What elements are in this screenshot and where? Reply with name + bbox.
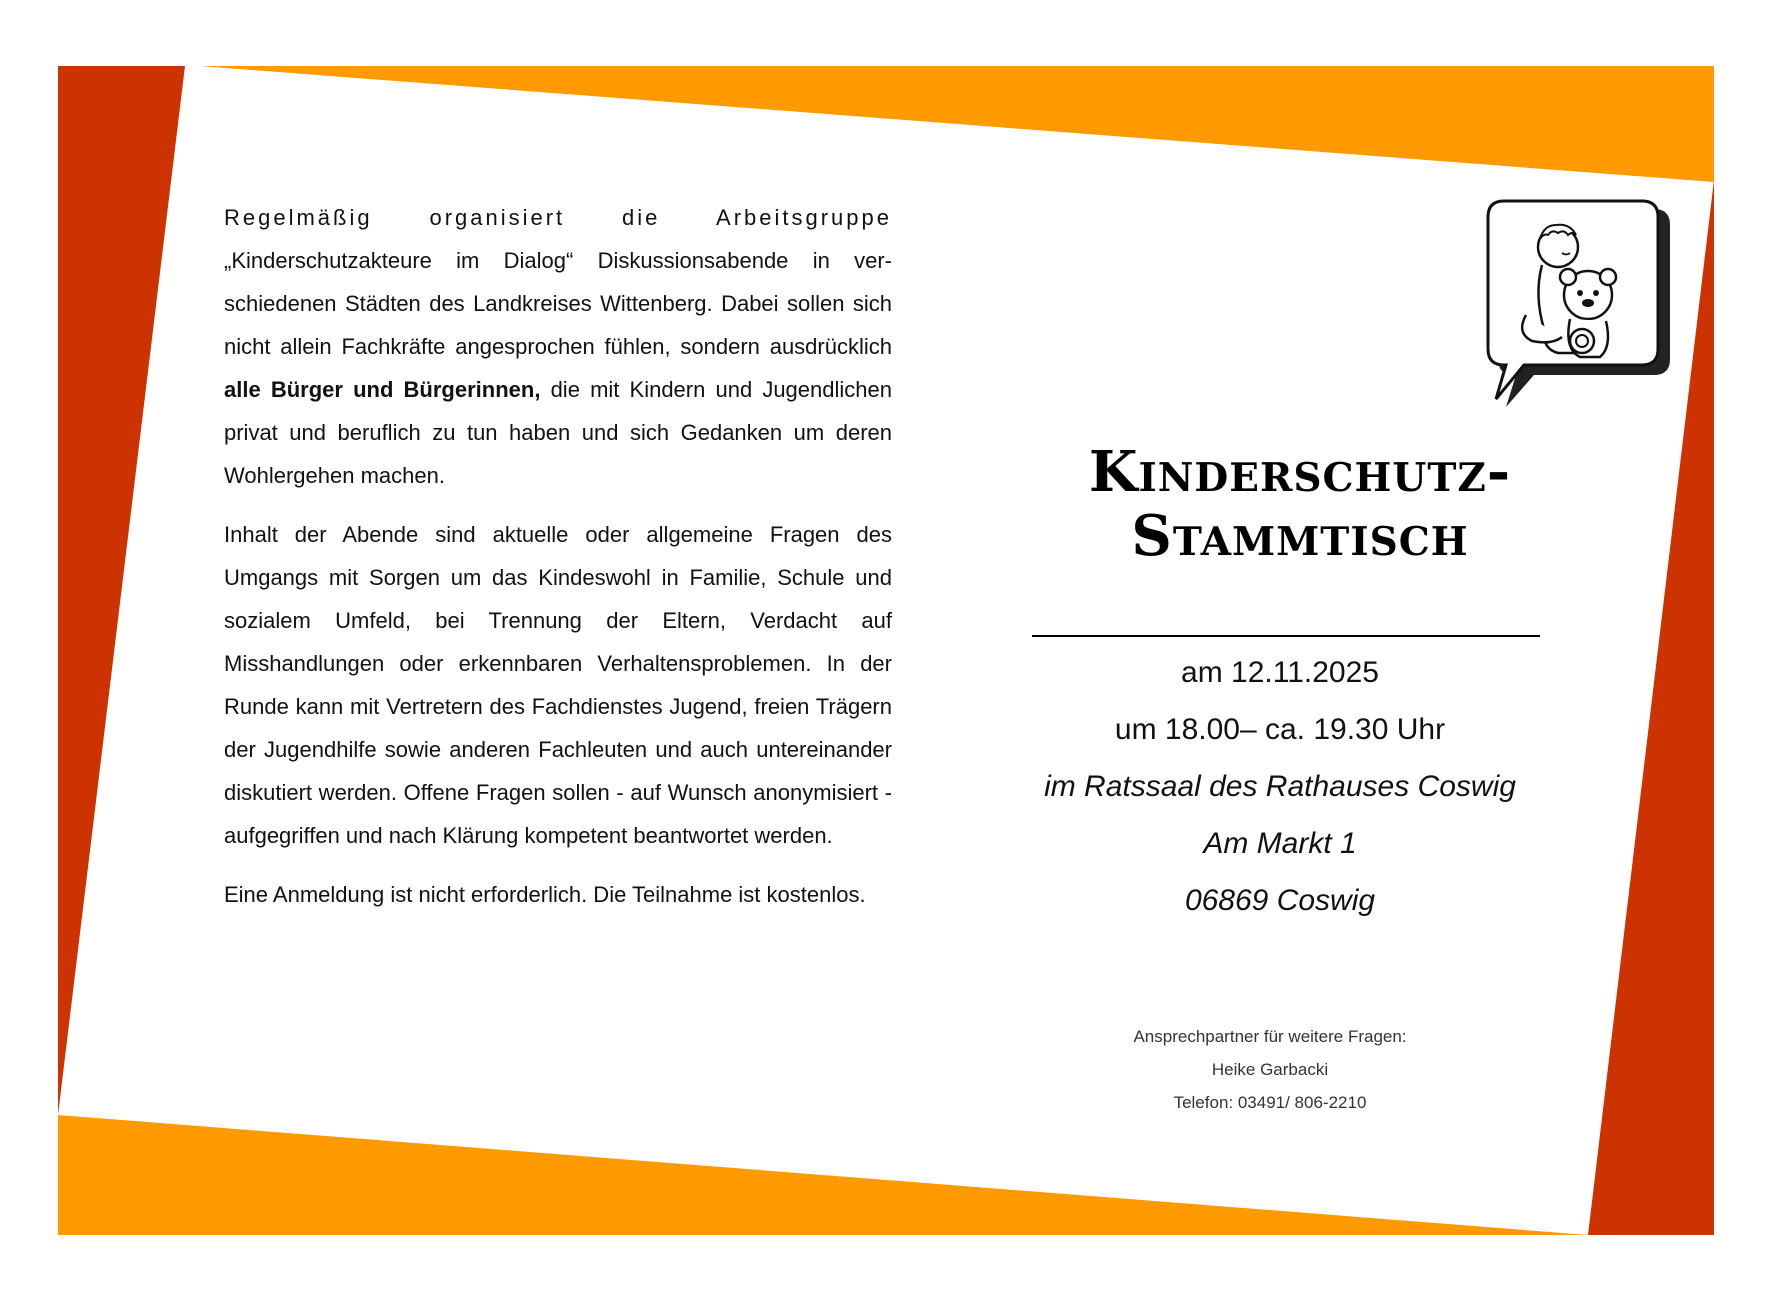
title-divider — [1032, 635, 1540, 637]
event-details — [1000, 644, 1560, 929]
event-city: 06869 Coswig — [1184, 884, 1376, 917]
event-title — [1020, 440, 1580, 568]
event-time: um 18.00– ca. 19.30 Uhr — [1114, 713, 1446, 746]
title-line-2: Stammtisch — [1131, 503, 1469, 569]
intro-paragraph-1-part-b: die mit Kindern und Jugendlichen privat und beruflich zu tun haben und sich Gedanken um deren Wohlergehen machen. — [224, 377, 892, 488]
event-place: im Ratssaal des Rathauses Coswig — [1044, 770, 1516, 803]
intro-highlight: alle Bürger und Bürgerinnen, — [224, 377, 541, 402]
child-with-teddy-speech-bubble-icon — [1480, 195, 1670, 410]
event-date: am 12.11.2025 — [1181, 656, 1379, 689]
intro-paragraph-2: Inhalt der Abende sind aktuelle oder allgemeine Fragen des Umgangs mit Sorgen um das Kindeswohl in Familie, Schule und sozialem Umfeld, bei Trennung der Eltern, Verdacht auf Misshandlungen oder erkennbaren Verhaltensproblemen. In der Runde kann mit Vertretern des Fachdienstes Jugend, freien Trägern der Jugendhilfe sowie anderen Fachleuten und auch untereinander diskutiert werden. Offene Fragen sollen - auf Wunsch anonymisiert - aufgegriffen und nach Klärung kompetent beantwortet werden. — [224, 522, 892, 848]
contact-phone: Telefon: 03491/ 806-2210 — [1173, 1093, 1367, 1112]
intro-paragraph-1-part-a: „Kinderschutzakteure im Dialog“ Diskussionsabende in verschiedenen Städten des Landkreises Wittenberg. Dabei sollen sich nicht allein Fachkräfte angesprochen fühlen, sondern ausdrücklich — [224, 248, 892, 359]
title-line-1: Kinderschutz- — [1088, 439, 1512, 505]
contact-info — [1070, 1020, 1470, 1119]
intro-paragraph-1 — [224, 196, 892, 497]
contact-name: Heike Garbacki — [1211, 1060, 1329, 1079]
contact-label: Ansprechpartner für weitere Fragen: — [1133, 1027, 1407, 1046]
event-street: Am Markt 1 — [1203, 827, 1357, 860]
intro-paragraph-3: Eine Anmeldung ist nicht erforderlich. Die Teilnahme ist kostenlos. — [224, 882, 866, 907]
intro-text — [224, 196, 892, 932]
intro-first-line: Regelmäßig organisiert die Arbeitsgruppe — [224, 205, 892, 230]
